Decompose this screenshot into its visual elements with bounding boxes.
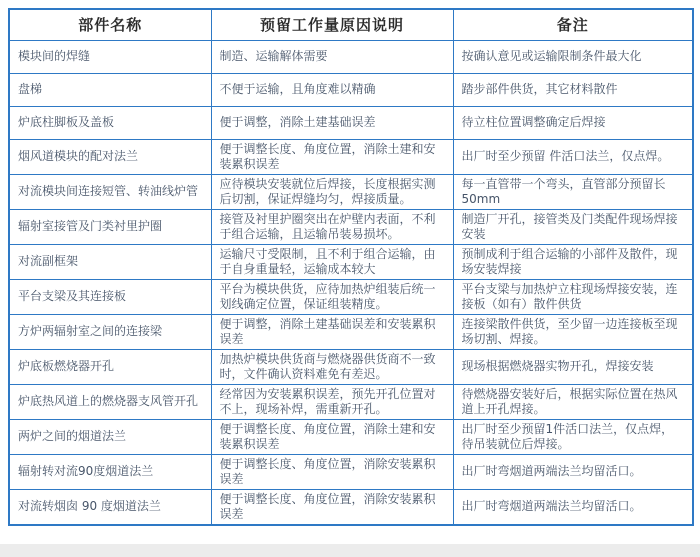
- remark-cell: 待燃烧器安装好后，根据实际位置在热风道上开孔焊接。: [453, 384, 693, 419]
- table-row: [9, 349, 693, 384]
- part-name-cell: 两炉之间的烟道法兰: [9, 419, 211, 454]
- table-row: [9, 106, 693, 139]
- part-name-cell: 方炉两辐射室之间的连接梁: [9, 314, 211, 349]
- remark-cell: 预制成利于组合运输的小部件及散件，现场安装焊接: [453, 244, 693, 279]
- table-row: [9, 244, 693, 279]
- reason-cell: 便于调整长度、角度位置，消除安装累积误差: [211, 454, 453, 489]
- table-row: [9, 454, 693, 489]
- reserved-work-table: [8, 8, 694, 526]
- part-name-cell: 炉底热风道上的燃烧器支风管开孔: [9, 384, 211, 419]
- table-row: [9, 40, 693, 73]
- table-row: [9, 419, 693, 454]
- remark-cell: 每一直管带一个弯头，直管部分预留长50mm: [453, 174, 693, 209]
- table-row: [9, 139, 693, 174]
- remark-cell: 现场根据燃烧器实物开孔，焊接安装: [453, 349, 693, 384]
- remark-cell: 踏步部件供货，其它材料散件: [453, 73, 693, 106]
- remark-cell: 出厂时弯烟道两端法兰均留活口。: [453, 489, 693, 525]
- page-bottom-strip: [0, 544, 700, 557]
- part-name-cell: 对流模块间连接短管、转油线炉管: [9, 174, 211, 209]
- table-row: [9, 314, 693, 349]
- reason-cell: 经常因为安装累积误差，预先开孔位置对不上，现场补焊，需重新开孔。: [211, 384, 453, 419]
- reason-cell: 加热炉模块供货商与燃烧器供货商不一致时，文件确认资料难免有差迟。: [211, 349, 453, 384]
- table-row: [9, 209, 693, 244]
- reason-cell: 便于调整，消除土建基础误差: [211, 106, 453, 139]
- remark-cell: 出厂时弯烟道两端法兰均留活口。: [453, 454, 693, 489]
- reason-cell: 应待模块安装就位后焊接，长度根据实测后切割，保证焊缝均匀，焊接质量。: [211, 174, 453, 209]
- part-name-cell: 对流副框架: [9, 244, 211, 279]
- reason-cell: 运输尺寸受限制，且不利于组合运输，由于自身重量轻，运输成本较大: [211, 244, 453, 279]
- table-header: [9, 9, 693, 40]
- reason-cell: 接管及衬里护圈突出在炉壁内表面，不利于组合运输，且运输吊装易损坏。: [211, 209, 453, 244]
- reason-cell: 便于调整长度、角度位置，消除土建和安装累积误差: [211, 139, 453, 174]
- header-row: [9, 9, 693, 40]
- remark-cell: 平台支梁与加热炉立柱现场焊接安装，连接板（如有）散件供货: [453, 279, 693, 314]
- remark-cell: 出厂时至少预留 件活口法兰，仅点焊。: [453, 139, 693, 174]
- table-row: [9, 174, 693, 209]
- reason-cell: 制造、运输解体需要: [211, 40, 453, 73]
- table-row: [9, 489, 693, 525]
- header-part-name: 部件名称: [9, 9, 211, 40]
- reason-cell: 便于调整，消除土建基础误差和安装累积误差: [211, 314, 453, 349]
- remark-cell: 制造厂开孔，接管类及门类配件现场焊接安装: [453, 209, 693, 244]
- part-name-cell: 辐射转对流90度烟道法兰: [9, 454, 211, 489]
- reason-cell: 便于调整长度、角度位置，消除土建和安装累积误差: [211, 419, 453, 454]
- reason-cell: 平台为模块供货，应待加热炉组装后统一划线确定位置，保证组装精度。: [211, 279, 453, 314]
- remark-cell: 按确认意见或运输限制条件最大化: [453, 40, 693, 73]
- table-row: [9, 384, 693, 419]
- header-reason: 预留工作量原因说明: [211, 9, 453, 40]
- remark-cell: 待立柱位置调整确定后焊接: [453, 106, 693, 139]
- remark-cell: 连接梁散件供货，至少留一边连接板至现场切割、焊接。: [453, 314, 693, 349]
- remark-cell: 出厂时至少预留1件活口法兰，仅点焊，待吊装就位后焊接。: [453, 419, 693, 454]
- part-name-cell: 对流转烟囱 90 度烟道法兰: [9, 489, 211, 525]
- part-name-cell: 平台支梁及其连接板: [9, 279, 211, 314]
- reason-cell: 便于调整长度、角度位置，消除安装累积误差: [211, 489, 453, 525]
- header-remark: 备注: [453, 9, 693, 40]
- part-name-cell: 模块间的焊缝: [9, 40, 211, 73]
- table-row: [9, 73, 693, 106]
- part-name-cell: 烟风道模块的配对法兰: [9, 139, 211, 174]
- table-row: [9, 279, 693, 314]
- reason-cell: 不便于运输，且角度难以精确: [211, 73, 453, 106]
- part-name-cell: 盘梯: [9, 73, 211, 106]
- part-name-cell: 炉底柱脚板及盖板: [9, 106, 211, 139]
- part-name-cell: 辐射室接管及门类衬里护圈: [9, 209, 211, 244]
- table-body: [9, 40, 693, 525]
- part-name-cell: 炉底板燃烧器开孔: [9, 349, 211, 384]
